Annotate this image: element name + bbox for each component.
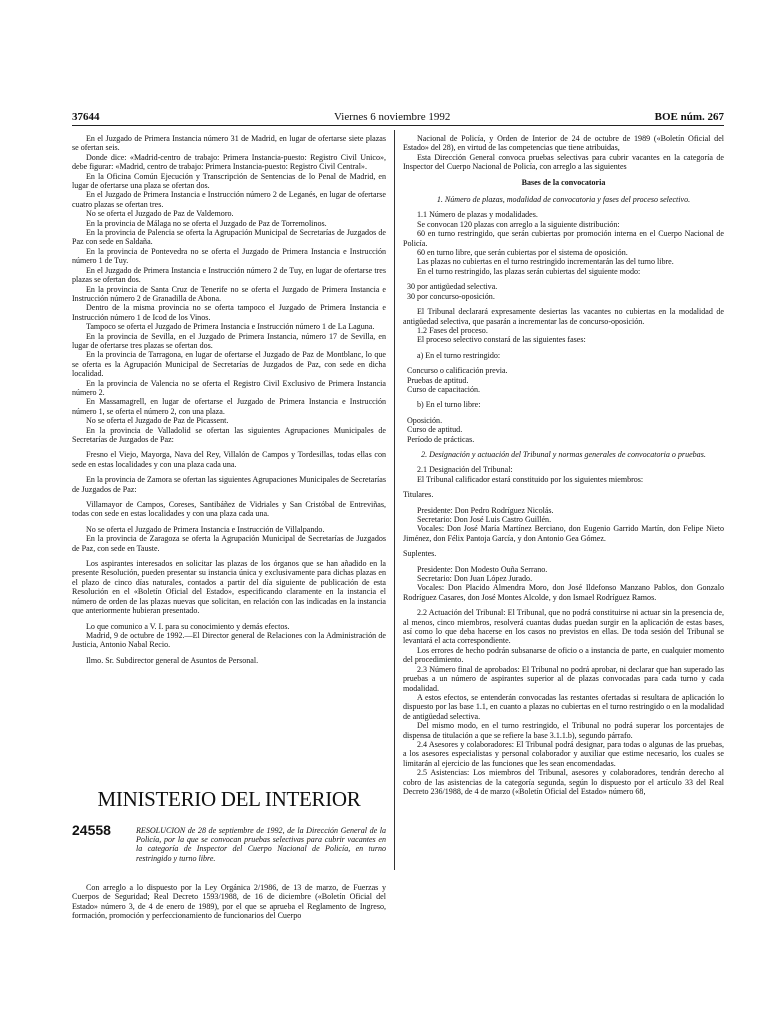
left-paragraph: Ilmo. Sr. Subdirector general de Asuntos de Personal. xyxy=(86,655,259,665)
left-paragraph: En el Juzgado de Primera Instancia e Instrucción número 2 de Leganés, en lugar de ofertarse cuatro plazas se ofertan tres. xyxy=(72,190,386,209)
page-date: Viernes 6 noviembre 1992 xyxy=(334,111,451,123)
section-paragraph: Se convocan 120 plazas con arreglo a la siguiente distribución: xyxy=(417,219,620,229)
section-2-body xyxy=(403,465,724,484)
list-item: Curso de aptitud. xyxy=(407,425,463,435)
left-paragraph: No se oferta el Juzgado de Paz de Valdemoro. xyxy=(86,209,234,219)
left-paragraph: En la provincia de Pontevedra no se oferta el Juzgado de Primera Instancia e Instrucción número 1 de Tuy. xyxy=(72,246,386,266)
left-paragraph: En la provincia de Tarragona, en lugar de ofertarse el Juzgado de Paz de Montblanc, lo que se oferta es la Agrupación Municipal de Secretarías de Juzgados de Paz, con sede en dicha localidad. xyxy=(72,350,386,379)
tribunal-member: Presidente: Don Modesto Ouña Serrano. xyxy=(417,564,548,574)
section-1-title: 1. Número de plazas, modalidad de convocatoria y fases del proceso selectivo. xyxy=(436,195,691,205)
suplentes-label: Suplentes. xyxy=(403,549,437,559)
titulares-list xyxy=(403,506,724,544)
resolution-summary: RESOLUCION de 28 de septiembre de 1992, de la Dirección General de la Policía, por la que se convocan pruebas selectivas para cubrir vacantes en la categoría de Inspector del Cuerpo Nacional de Policía, en turno restringido y turno libre. xyxy=(136,826,386,863)
resolution-preamble xyxy=(72,883,386,921)
left-paragraph: Donde dice: «Madrid-centro de trabajo: Primera Instancia-puesto: Registro Civil Unico», debe figurar: «Madrid, centro de trabajo: Primera Instancia-puesto: Registro Civil Central». xyxy=(72,152,386,172)
section-paragraph: Del mismo modo, en el turno restringido, el Tribunal no podrá superar los porcentajes de dispensa de titulación a que se refiere la base 3.1.1.b), segundo párrafo. xyxy=(403,721,724,740)
left-paragraph: En la provincia de Palencia se oferta la Agrupación Municipal de Secretarías de Juzgados de Paz con sede en Saldaña. xyxy=(72,228,386,247)
left-column xyxy=(72,134,386,665)
section-paragraph: El Tribunal calificador estará constituido por los siguientes miembros: xyxy=(417,474,644,484)
list-item: Curso de capacitación. xyxy=(407,384,481,394)
section-2-title: 2. Designación y actuación del Tribunal y normas generales de convocatoria o pruebas. xyxy=(421,449,706,459)
resolution-block xyxy=(72,822,386,863)
section-paragraph: 60 en turno restringido, que serán cubiertas por promoción interna en el Cuerpo Nacional de Policía. xyxy=(403,229,724,248)
list-item: Período de prácticas. xyxy=(407,434,475,444)
left-paragraph: Villamayor de Campos, Coreses, Santibáñez de Vidriales y San Cristóbal de Entreviñas, todas con sede en estas localidades y con una plaza cada una. xyxy=(72,500,386,519)
left-paragraph: Madrid, 9 de octubre de 1992.—El Director general de Relaciones con la Administración de Justicia, Antonio Nabal Recio. xyxy=(72,630,386,650)
list-item: 30 por antigüedad selectiva. xyxy=(407,282,498,292)
phase-a-label: a) En el turno restringido: xyxy=(417,350,501,360)
intro-paragraph: Nacional de Policía, y Orden de Interior de 24 de octubre de 1989 («Boletín Oficial del Estado» del 28), en virtud de las competencias que tiene atribuidas, xyxy=(403,134,724,153)
preamble-paragraph: Con arreglo a lo dispuesto por la Ley Orgánica 2/1986, de 13 de marzo, de Fuerzas y Cuerpos de Seguridad; Real Decreto 1593/1988, de 16 de diciembre («Boletín Oficial del Estado» número 3, de 4 de enero de 1989), por el que se aprueba el Reglamento de Ingreso, formación, promoción y perfeccionamiento de funcionarios del Cuerpo xyxy=(72,883,386,921)
tribunal-member: Secretario: Don José Luis Castro Guillén. xyxy=(417,515,552,524)
list-item: Oposición. xyxy=(407,415,443,425)
left-paragraph: Dentro de la misma provincia no se oferta tampoco el Juzgado de Primera Instancia e Instrucción número 1 de Icod de los Vinos. xyxy=(72,303,386,322)
tribunal-member: Vocales: Don Placido Almendra Moro, don José Ildefonso Manzano Pablos, don Gonzalo Rodríguez Casares, don José Montes Alcolde, y don Ismael Rodríguez Ramos. xyxy=(403,583,724,602)
section-paragraph: 2.5 Asistencias: Los miembros del Tribunal, asesores y colaboradores, tendrán derecho al cobro de las asistencias de la categoría segunda, según lo dispuesto por el artículo 33 del Real Decreto 236/1988, de 4 de marzo («Boletín Oficial del Estado» número 68, xyxy=(403,768,724,796)
tribunal-member: Secretario: Don Juan López Jurado. xyxy=(417,574,533,584)
list-item: 30 por concurso-oposición. xyxy=(407,291,495,301)
left-paragraph: En la provincia de Valencia no se oferta el Registro Civil Exclusivo de Primera Instancia número 2. xyxy=(72,378,386,397)
intro-paragraphs xyxy=(403,134,724,172)
section-paragraph: Los errores de hecho podrán subsanarse de oficio o a instancia de parte, en cualquier momento del procedimiento. xyxy=(403,645,724,665)
section-1-list xyxy=(403,282,724,301)
left-paragraph: En el Juzgado de Primera Instancia número 31 de Madrid, en lugar de ofertarse siete plazas se ofertan seis. xyxy=(72,134,386,153)
section-paragraph: Las plazas no cubiertas en el turno restringido incrementarán las del turno libre. xyxy=(417,257,674,267)
phase-b-list xyxy=(403,416,724,444)
left-paragraph: No se oferta el Juzgado de Primera Instancia e Instrucción de Villalpando. xyxy=(86,524,325,534)
section-paragraph: 1.2 Fases del proceso. xyxy=(417,325,488,335)
section-paragraph: En el turno restringido, las plazas serán cubiertas del siguiente modo: xyxy=(417,266,641,276)
left-paragraph: En la Oficina Común Ejecución y Transcripción de Sentencias de lo Penal de Madrid, en lugar de ofertarse una plaza se ofertan dos. xyxy=(72,171,386,191)
resolution-number: 24558 xyxy=(72,822,111,838)
left-paragraph: Tampoco se oferta el Juzgado de Primera Instancia e Instrucción número 1 de La Laguna. xyxy=(86,322,375,332)
left-paragraph: No se oferta el Juzgado de Paz de Picassent. xyxy=(86,416,229,426)
section-paragraph: 2.2 Actuación del Tribunal: El Tribunal, que no podrá constituirse ni actuar sin la presencia de, al menos, cinco miembros, resolverá cuantas dudas puedan surgir en la aplicación de estas bases, así como lo que deba hacerse en los casos no previstos en ellas. De toda sesión del Tribunal se levantará el acta correspondiente. xyxy=(403,608,724,646)
tribunal-member: Presidente: Don Pedro Rodríguez Nicolás. xyxy=(417,505,554,515)
tribunal-member: Vocales: Don José María Martínez Berciano, don Eugenio Garrido Martín, don Felipe Nieto Jiménez, don Félix Pantoja García, y don Antonio Gea Gómez. xyxy=(403,524,724,543)
suplentes-list xyxy=(403,565,724,603)
section-paragraph: 60 en turno libre, que serán cubiertas por el sistema de oposición. xyxy=(417,248,628,258)
section-paragraph: 2.1 Designación del Tribunal: xyxy=(417,465,513,475)
titulares-label: Titulares. xyxy=(403,490,434,500)
ministry-title: MINISTERIO DEL INTERIOR xyxy=(97,787,361,811)
left-paragraph: En la provincia de Santa Cruz de Tenerife no se oferta el Juzgado de Primera Instancia e Instrucción número 2 de Granadilla de Abona. xyxy=(72,284,386,303)
section-paragraph: 2.4 Asesores y colaboradores: El Tribunal podrá designar, para todas o algunas de las pruebas, a los asesores especialistas y personal colaborador y auxiliar que estime necesario, los cuales se limitarán al ejercicio de las funciones que les sean encomendadas. xyxy=(403,739,724,768)
left-paragraph: En la provincia de Zaragoza se oferta la Agrupación Municipal de Secretarías de Juzgados de Paz, con sede en Tauste. xyxy=(72,534,386,553)
bases-title: Bases de la convocatoria xyxy=(521,177,606,187)
right-column xyxy=(403,134,724,796)
left-paragraph: Los aspirantes interesados en solicitar las plazas de los órganos que se han añadido en la presente Resolución, pueden presentar su instancia única y exclusivamente para dichas plazas en el plazo de cinco días naturales, contados a partir del día siguiente de publicación de esta Resolución en el «Boletín Oficial del Estado», especificando claramente en la instancia el número de orden de las plazas nuevas que solicitan, en relación con las indicadas en la instancia que anteriormente hubieran presentado. xyxy=(72,559,386,616)
section-paragraph: 1.1 Número de plazas y modalidades. xyxy=(417,210,538,220)
phase-b-label: b) En el turno libre: xyxy=(417,400,481,410)
left-paragraph: En la provincia de Málaga no se oferta el Juzgado de Paz de Torremolinos. xyxy=(86,218,327,228)
left-paragraph: En Massamagrell, en lugar de ofertarse el Juzgado de Primera Instancia e Instrucción número 1, se oferta el número 2, con una plaza. xyxy=(72,397,386,416)
list-item: Pruebas de aptitud. xyxy=(407,375,469,385)
left-paragraph: Lo que comunico a V. I. para su conocimiento y demás efectos. xyxy=(86,621,290,631)
section-paragraph: El proceso selectivo constará de las siguientes fases: xyxy=(417,335,586,345)
section-paragraph: A estos efectos, se entenderán convocadas las restantes ofertadas si resultara de aplicación lo dispuesto por las base 1.1, en cuanto a plazas no cubiertas en el turno restringido o en la modalidad de antigüedad selectiva. xyxy=(403,692,724,721)
phase-a-list xyxy=(403,366,724,394)
left-paragraph: Fresno el Viejo, Mayorga, Nava del Rey, Villalón de Campos y Tordesillas, todas ellas con sede en estas localidades y con una plaza cada una. xyxy=(72,450,386,469)
section-paragraph: El Tribunal declarará expresamente desiertas las vacantes no cubiertas en la modalidad de antigüedad selectiva, que pasarán a incrementar las de concurso-oposición. xyxy=(403,307,724,326)
section-1-body xyxy=(403,210,724,276)
left-paragraph: En la provincia de Valladolid se ofertan las siguientes Agrupaciones Municipales de Secretarías de Juzgados de Paz: xyxy=(72,425,386,444)
section-paragraph: 2.3 Número final de aprobados: El Tribunal no podrá aprobar, ni declarar que han superado las pruebas a un número de aspirantes superior al de plazas convocadas para cada turno y cada modalidad. xyxy=(403,664,724,693)
section-2-rules xyxy=(403,608,724,796)
left-paragraph: En la provincia de Zamora se ofertan las siguientes Agrupaciones Municipales de Secretarías de Juzgados de Paz: xyxy=(72,475,386,494)
page-header xyxy=(72,111,724,126)
left-paragraph: En el Juzgado de Primera Instancia e Instrucción número 2 de Tuy, en lugar de ofertarse tres plazas se ofertan dos. xyxy=(72,265,386,285)
column-divider xyxy=(394,130,395,870)
left-paragraph: En la provincia de Sevilla, en el Juzgado de Primera Instancia, número 17 de Sevilla, en lugar de ofertarse tres plazas se ofertan dos. xyxy=(72,331,386,350)
page-number: 37644 xyxy=(72,111,100,123)
list-item: Concurso o calificación previa. xyxy=(407,366,508,376)
section-1-phases xyxy=(403,307,724,345)
journal-issue: BOE núm. 267 xyxy=(654,111,724,123)
intro-paragraph: Esta Dirección General convoca pruebas selectivas para cubrir vacantes en la categoría de Inspector del Cuerpo Nacional de Policía, con arreglo a las siguientes xyxy=(403,152,724,172)
